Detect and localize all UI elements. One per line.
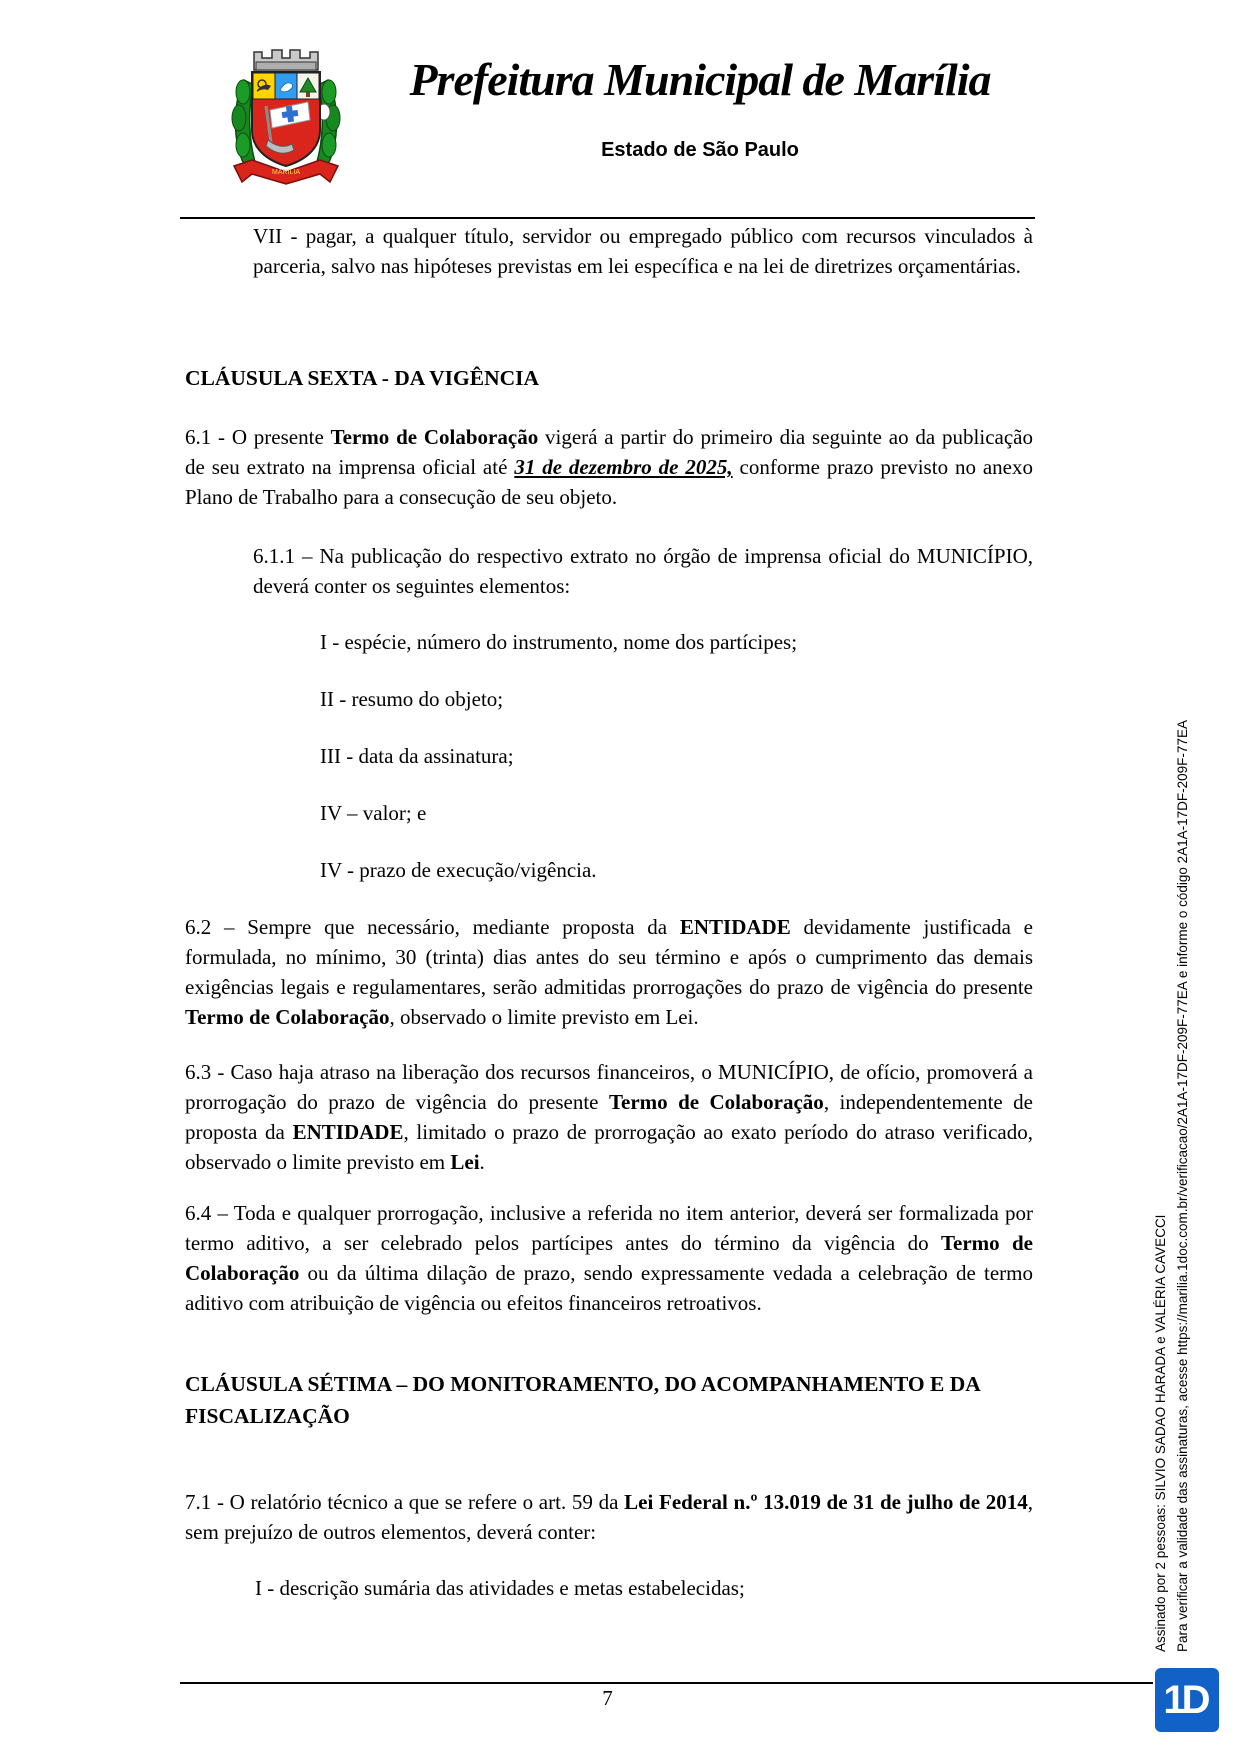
list-item-iii: III - data da assinatura; [320, 744, 514, 768]
page-subtitle: Estado de São Paulo [601, 139, 799, 161]
page-number: 7 [602, 1686, 613, 1710]
verification-link-line[interactable]: Para verificar a validade das assinaturas, acesse https://marilia.1doc.com.br/verificacao/2A1A-17DF-209F-77EA e informe o código 2A1A-17DF-209F-77EA [1175, 720, 1190, 1652]
footer-divider [180, 1682, 1153, 1684]
crest-crown [254, 50, 318, 70]
paragraph-6-4: 6.4 – Toda e qualquer prorrogação, inclusive a referida no item anterior, deverá ser formalizada por termo aditivo, a ser celebrado pelos partícipes antes do término da vigência do Termo de Colaboração ou da última dilação de prazo, sendo expressamente vedada a celebração de termo aditivo com atribuição de vigência ou efeitos financeiros retroativos. [185, 1201, 1034, 1315]
1doc-logo-text: 1D [1163, 1677, 1207, 1722]
crest-motto-text: MARÍLIA [271, 169, 301, 176]
header-divider [180, 217, 1035, 219]
marilia-coat-of-arms-icon [226, 40, 346, 190]
crest-shield [252, 72, 320, 166]
paragraph-7-1: 7.1 - O relatório técnico a que se refere o art. 59 da Lei Federal n.º 13.019 de 31 de julho de 2014, sem prejuízo de outros elementos, deverá conter: [185, 1490, 1034, 1544]
paragraph-6-3: 6.3 - Caso haja atraso na liberação dos recursos financeiros, o MUNICÍPIO, de ofício, promoverá a prorrogação do prazo de vigência do presente Termo de Colaboração, independentemente de proposta da ENTIDADE, limitado o prazo de prorrogação ao exato período do atraso verificado, observado o limite previsto em Lei. [185, 1060, 1033, 1174]
page-title: Prefeitura Municipal de Marília [409, 54, 991, 105]
1doc-logo-icon [1155, 1668, 1219, 1732]
paragraph-6-1: 6.1 - O presente Termo de Colaboração vigerá a partir do primeiro dia seguinte ao da publicação de seu extrato na imprensa oficial até 31 de dezembro de 2025, conforme prazo previsto no anexo Plano de Trabalho para a consecução de seu objeto. [185, 425, 1034, 509]
list-item-i: I - espécie, número do instrumento, nome dos partícipes; [320, 630, 798, 654]
clause-7-heading: CLÁUSULA SÉTIMA – DO MONITORAMENTO, DO ACOMPANHAMENTO E DA FISCALIZAÇÃO [185, 1372, 980, 1428]
signature-sidebar [1150, 492, 1194, 1652]
list-item-7-i: I - descrição sumária das atividades e metas estabelecidas; [255, 1576, 745, 1600]
paragraph-6-2: 6.2 – Sempre que necessário, mediante proposta da ENTIDADE devidamente justificada e formulada, no mínimo, 30 (trinta) dias antes do seu término e após o cumprimento das demais exigências legais e regulamentares, serão admitidas prorrogações do prazo de vigência do presente Termo de Colaboração, observado o limite previsto em Lei. [185, 915, 1033, 1029]
paragraph-6-1-1: 6.1.1 – Na publicação do respectivo extrato no órgão de imprensa oficial do MUNICÍPIO, deverá conter os seguintes elementos: [253, 544, 1033, 598]
signature-line: Assinado por 2 pessoas: SILVIO SADAO HARADA e VALÉRIA CAVECCI [1153, 1214, 1168, 1652]
clause-6-heading: CLÁUSULA SEXTA - DA VIGÊNCIA [185, 366, 540, 390]
list-item-ii: II - resumo do objeto; [320, 687, 504, 711]
list-item-iv-prazo: IV - prazo de execução/vigência. [320, 858, 597, 882]
list-item-iv-valor: IV – valor; e [320, 801, 427, 825]
paragraph-item-vii: VII - pagar, a qualquer título, servidor ou empregado público com recursos vinculados à parceria, salvo nas hipóteses previstas em lei específica e na lei de diretrizes orçamentárias. [253, 224, 1033, 278]
